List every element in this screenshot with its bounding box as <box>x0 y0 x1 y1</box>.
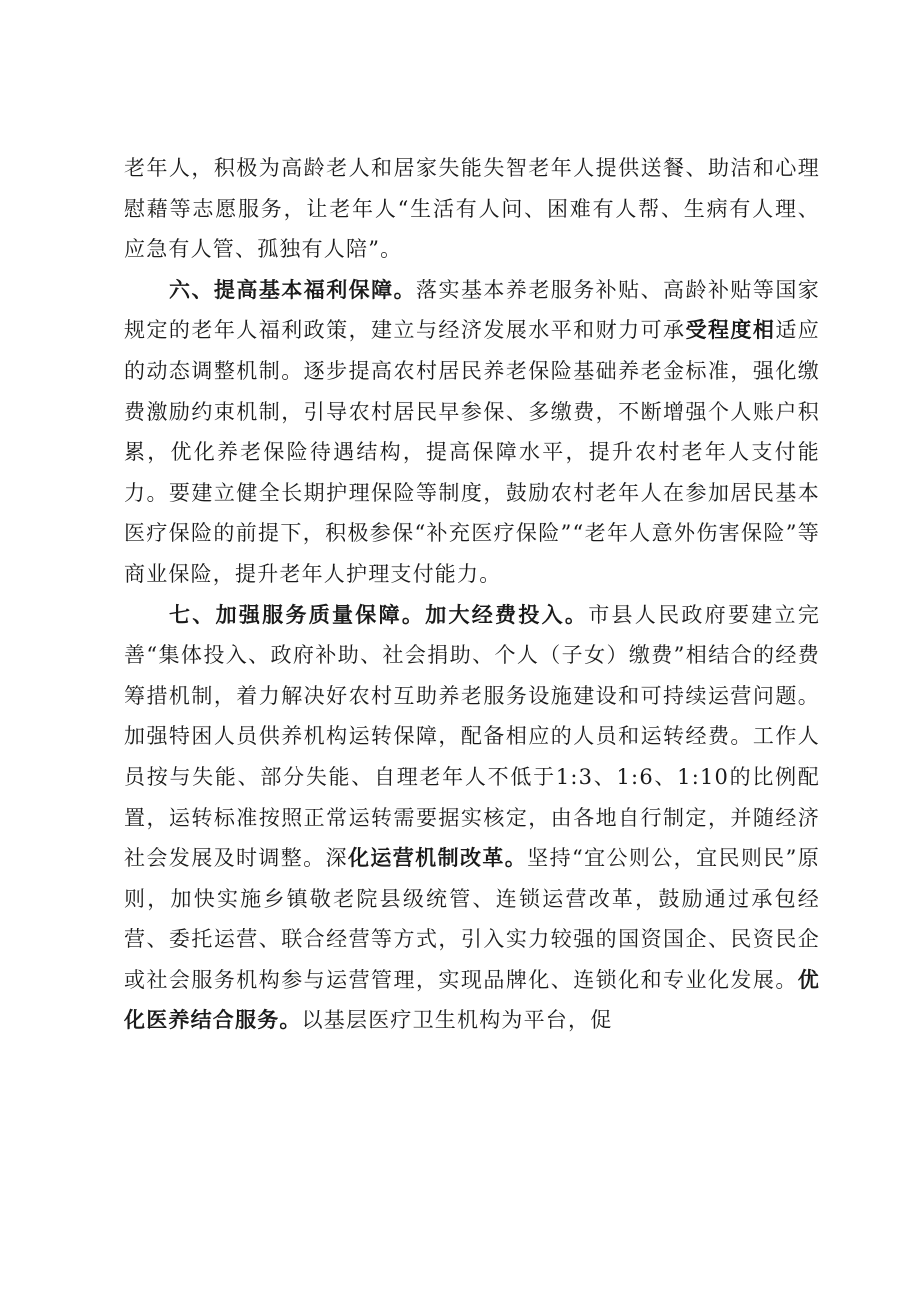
paragraph-section-seven <box>124 595 820 1042</box>
paragraph-text: 市县人民政府要建立完善“集体投入、政府补助、社会捐助、个人（子女）缴费”相结合的经费筹措机制，着力解决好农村互助养老服务设施建设和可持续运营问题。加强特困人员供养机构运转保障，配备相应的人员和运转经费。工作人员按与失能、部分失能、自理老年人不低于1:3、1:6、1:10的比例配置，运转标准按照正常运转需要据实核定，由各地自行制定，并随经济社会发展及时调整。深 <box>124 602 821 871</box>
paragraph-text: 落实基本养老服务补贴、高龄补贴等国家规定的老年人福利政策，建立与经济发展水平和财力可承 <box>124 277 820 343</box>
paragraph-text: 坚持“宜公则公，宜民则民”原则，加快实施乡镇敬老院县级统管、连锁运营改革，鼓励通过承包经营、委托运营、联合经营等方式，引入实力较强的国资国企、民资民企或社会服务机构参与运营管理，实现品牌化、连锁化和专业化发展。 <box>124 846 821 992</box>
paragraph-text: 老年人，积极为高龄老人和居家失能失智老年人提供送餐、助洁和心理慰藉等志愿服务，让老年人“生活有人问、困难有人帮、生病有人理、应急有人管、孤独有人陪”。 <box>124 156 820 262</box>
subheading-operation-reform: 化运营机制改革。 <box>347 846 528 871</box>
section-heading-six: 六、提高基本福利保障。 <box>169 277 417 302</box>
section-heading-seven: 七、加强服务质量保障。 <box>169 602 426 627</box>
subheading-funding: 加大经费投入。 <box>425 602 589 627</box>
subheading-medical-care: 优化医养结合服务。 <box>124 967 820 1033</box>
paragraph-continuation <box>124 148 820 270</box>
paragraph-text: 以基层医疗卫生机构为平台，促 <box>301 1008 613 1033</box>
document-page <box>124 148 820 1041</box>
bold-fragment: 受程度相 <box>685 318 776 343</box>
paragraph-section-six <box>124 270 820 595</box>
paragraph-text: 适应的动态调整机制。逐步提高农村居民养老保险基础养老金标准，强化缴费激励约束机制，引导农村居民早参保、多缴费，不断增强个人账户积累，优化养老保险待遇结构，提高保障水平，提升农村老年人支付能力。要建立健全长期护理保险等制度，鼓励农村老年人在参加居民基本医疗保险的前提下，积极参保“补充医疗保险”“老年人意外伤害保险”等商业保险，提升老年人护理支付能力。 <box>124 318 820 586</box>
